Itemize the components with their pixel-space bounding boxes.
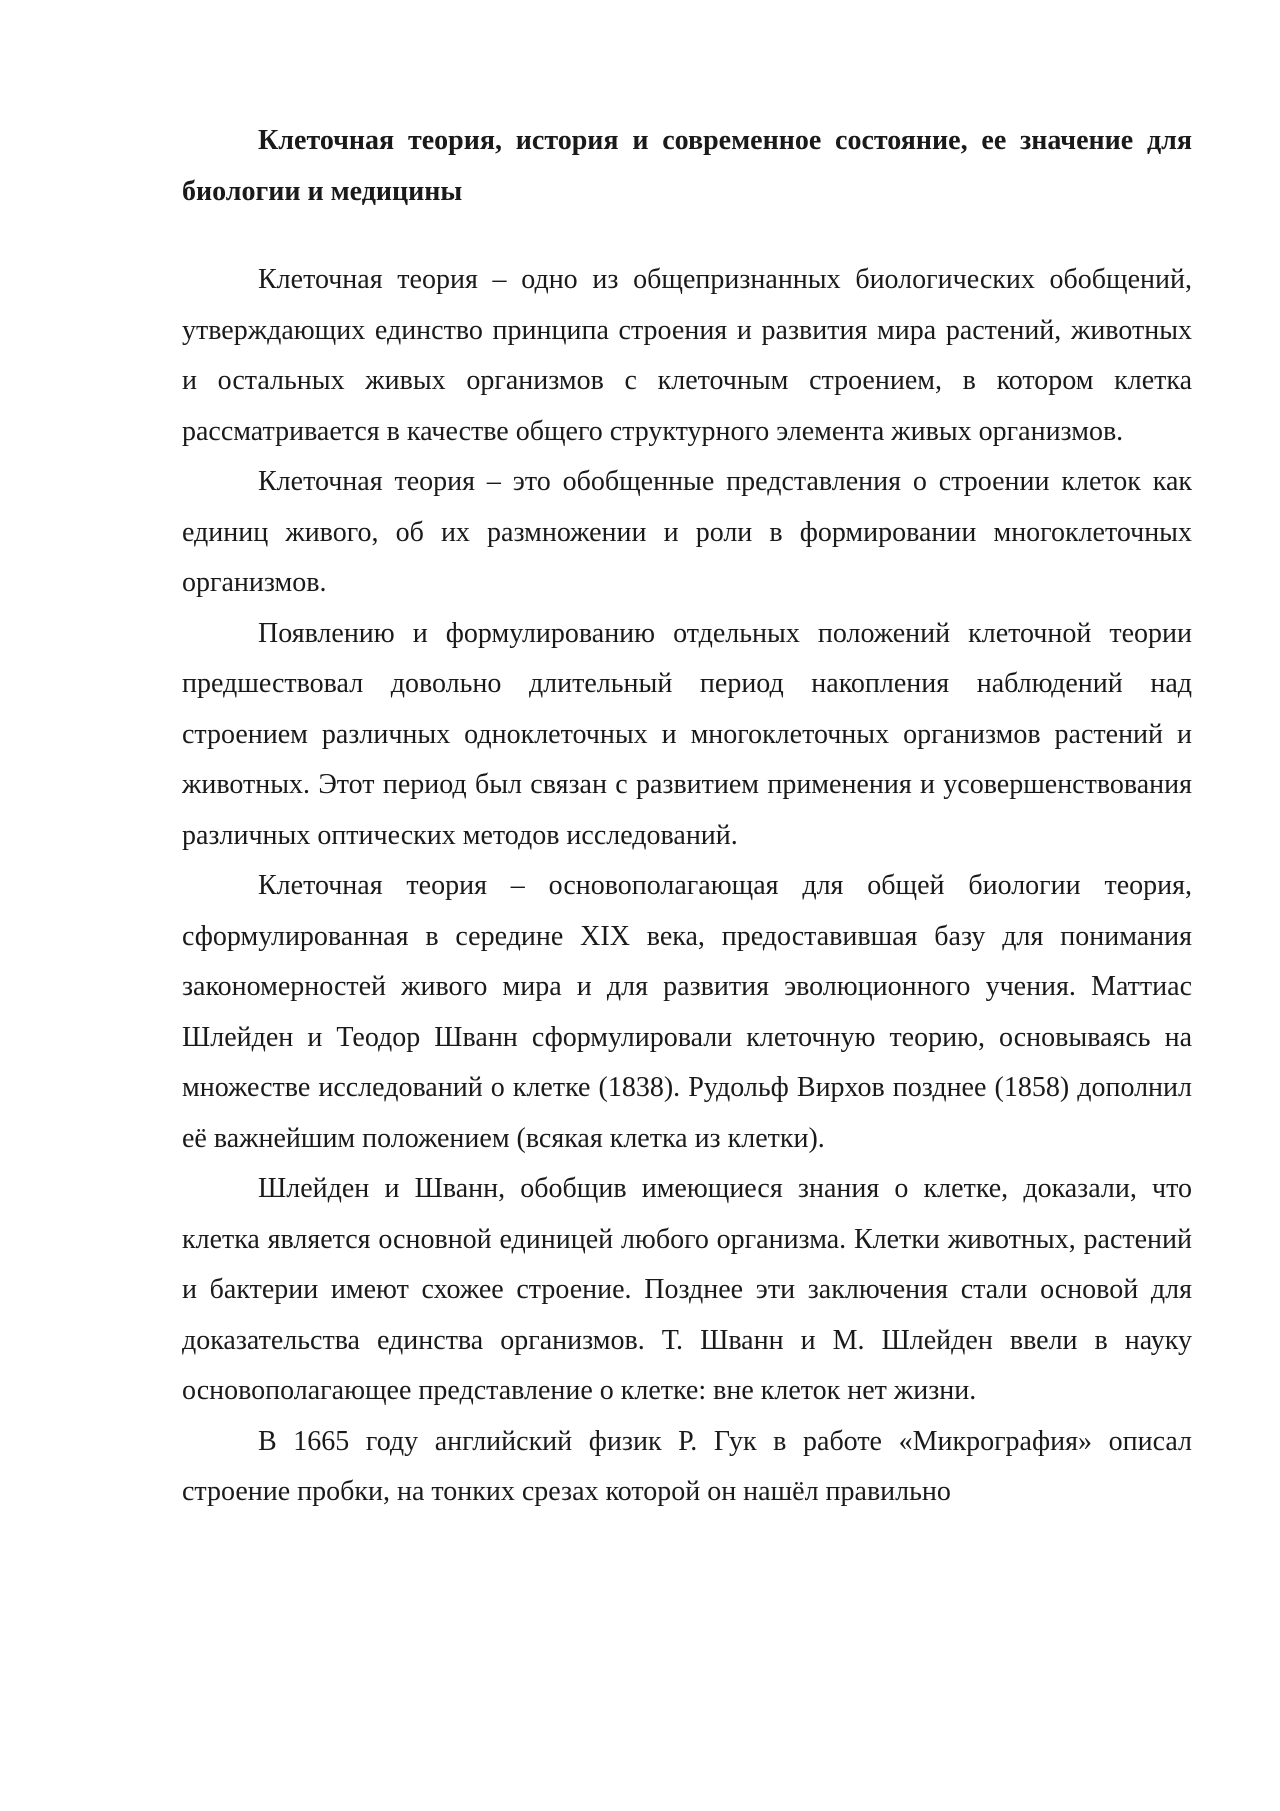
paragraph-4: Клеточная теория – основополагающая для общей биологии теория, сформулированная в середине XIX века, предоставившая базу для понимания закономерностей живого мира и для развития эволюционного учения. Маттиас Шлейден и Теодор Шванн сформулировали клеточную теорию, основываясь на множестве исследований о клетке (1838). Рудольф Вирхов позднее (1858) дополнил её важнейшим положением (всякая клетка из клетки). [182,870,1192,1154]
paragraph-5: Шлейден и Шванн, обобщив имеющиеся знания о клетке, доказали, что клетка является основной единицей любого организма. Клетки животных, растений и бактерии имеют схожее строение. Позднее эти заключения стали основой для доказательства единства организмов. Т. Шванн и М. Шлейден ввели в науку основополагающее представление о клетке: вне клеток нет жизни. [182,1173,1192,1406]
paragraph-3: Появлению и формулированию отдельных положений клеточной теории предшествовал довольно длительный период накопления наблюдений над строением различных одноклеточных и многоклеточных организмов растений и животных. Этот период был связан с развитием применения и усовершенствования различных оптических методов исследований. [182,617,1192,851]
paragraph-2: Клеточная теория – это обобщенные представления о строении клеток как единиц живого, об их размножении и роли в формировании многоклеточных организмов. [182,466,1192,598]
paragraph-1: Клеточная теория – одно из общепризнанных биологических обобщений, утверждающих единство принципа строения и развития мира растений, животных и остальных живых организмов с клеточным строением, в котором клетка рассматривается в качестве общего структурного элемента живых организмов. [182,264,1192,447]
document-body [182,116,1192,1518]
document-title: Клеточная теория, история и современное состояние, ее значение для биологии и медицины [182,125,1192,207]
paragraph-6: В 1665 году английский физик Р. Гук в работе «Микрография» описал строение пробки, на тонких срезах которой он нашёл правильно [182,1425,1192,1507]
